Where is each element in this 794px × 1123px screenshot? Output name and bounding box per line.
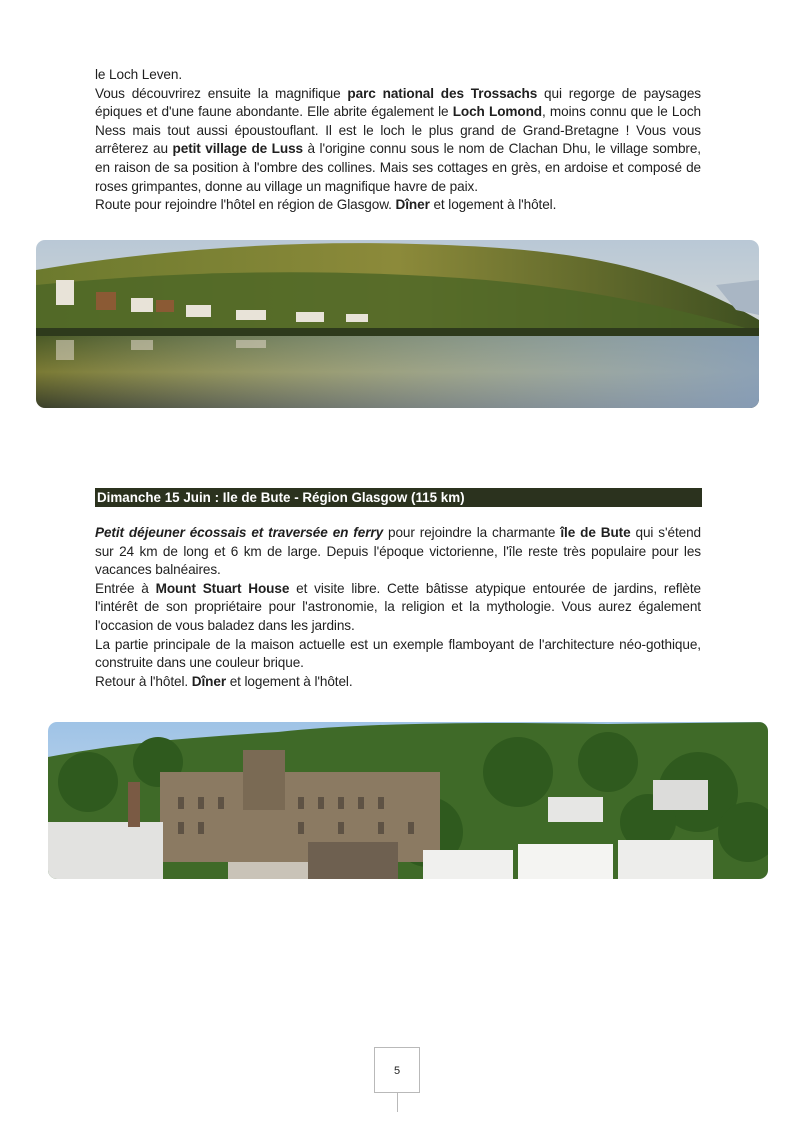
text-run: Retour à l'hôtel.: [95, 673, 192, 689]
section1-text: [95, 66, 701, 215]
bold-text: petit village de Luss: [172, 141, 303, 157]
paragraph: [95, 85, 701, 197]
bold-text: Dîner: [395, 197, 430, 213]
text-run: qui s'étend sur 24 km de long et 6 km de large. Depuis l'époque victorienne, l'île reste très populaire pour les vacances balnéaires.: [95, 525, 702, 578]
day-header: Dimanche 15 Juin : Ile de Bute - Région Glasgow (115 km): [95, 488, 702, 507]
text-run: Route pour rejoindre l'hôtel en région de Glasgow.: [95, 197, 396, 213]
text-run: Vous découvrirez ensuite la magnifique: [95, 85, 348, 101]
paragraph: [95, 673, 701, 692]
page-number-tick: [397, 1093, 398, 1112]
bold-text: Petit déjeuner écossais et traversée en ferry: [95, 525, 384, 540]
bold-text: Mount Stuart House: [155, 580, 290, 596]
bold-text: parc national des Trossachs: [347, 85, 538, 101]
paragraph: [95, 196, 701, 215]
bold-text: Dîner: [191, 673, 227, 689]
paragraph: [95, 636, 701, 673]
loch-lomond-photo: [36, 240, 759, 408]
paragraph: [95, 66, 701, 85]
text-run: et logement à l'hôtel.: [226, 673, 353, 689]
bold-text: Loch Lomond: [452, 104, 542, 120]
text-run: La partie principale de la maison actuelle est un exemple flamboyant de l'architecture néo-gothique, construite dans une couleur brique.: [95, 636, 701, 671]
text-run: qui regorge de paysages épiques et d'une faune abondante. Elle abrite également le: [95, 85, 701, 120]
text-run: à l'origine connu sous le nom de Clachan Dhu, le village sombre, en raison de sa position à l'ombre des collines. Mais ses cottages en grès, en ardoise et composé de roses grimpantes, donne au village un magnifique havre de paix.: [95, 141, 701, 194]
section2-text: [95, 524, 701, 691]
paragraph: [95, 524, 701, 580]
text-run: et visite libre. Cette bâtisse atypique entourée de jardins, reflète l'intérêt de son propriétaire pour l'astronomie, la religion et la mythologie. Vous aurez également l'occasion de vous baladez dans les jardins.: [95, 580, 701, 633]
isle-of-bute-photo: [48, 722, 768, 879]
text-run: le Loch Leven.: [95, 67, 183, 82]
text-run: et logement à l'hôtel.: [429, 197, 557, 213]
text-run: pour rejoindre la charmante: [383, 525, 561, 540]
page-number: 5: [374, 1047, 420, 1093]
text-run: , moins connu que le Loch Ness mais tout aussi époustouflant. Il est le loch le plus grand de Grand-Bretagne ! Vous vous arrêterez au: [95, 104, 701, 157]
paragraph: [95, 580, 701, 636]
bold-text: île de Bute: [560, 525, 631, 540]
text-run: Entrée à: [95, 580, 156, 596]
